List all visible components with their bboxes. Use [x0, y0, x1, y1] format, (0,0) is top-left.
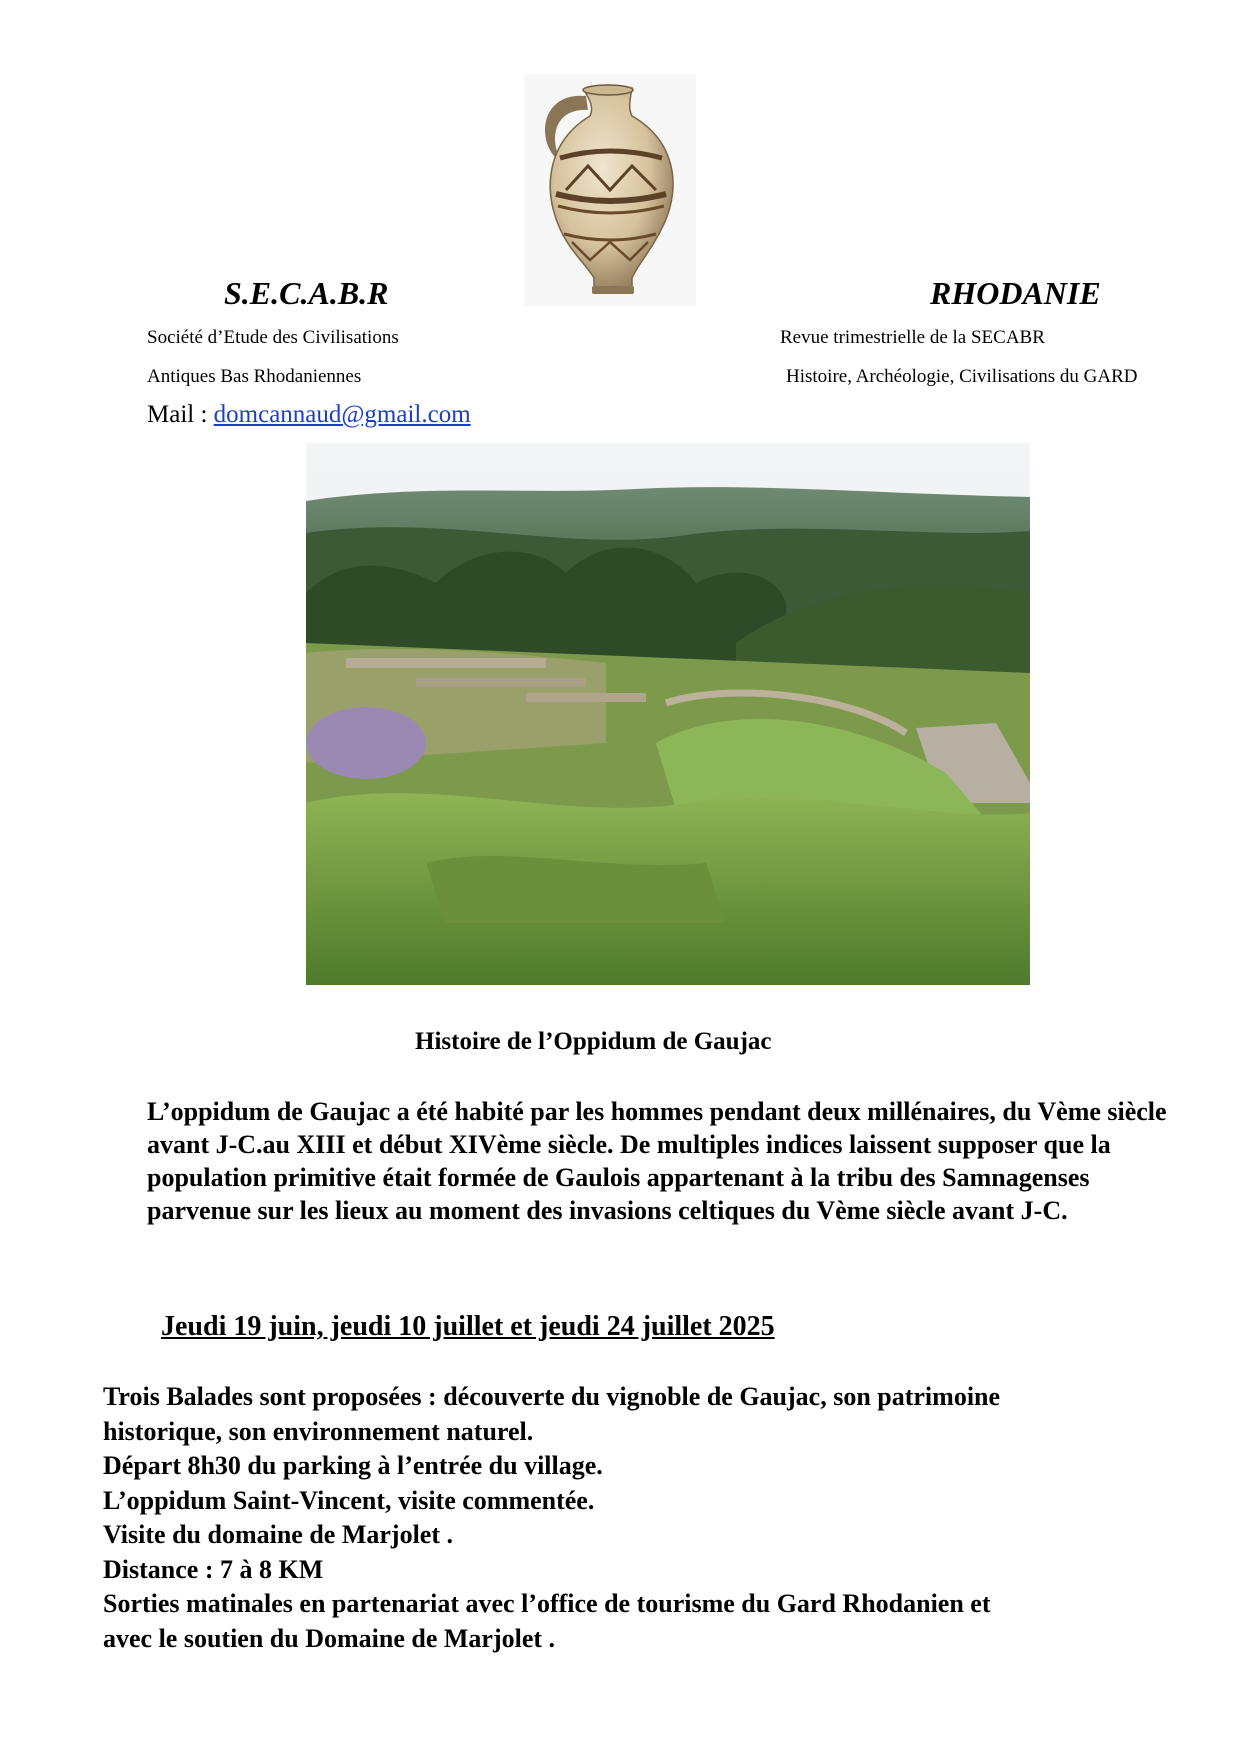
detail-line: Visite du domaine de Marjolet .	[103, 1520, 453, 1549]
detail-line: Départ 8h30 du parking à l’entrée du village.	[103, 1451, 603, 1480]
org-title: S.E.C.A.B.R	[224, 275, 389, 311]
journal-line-2: Histoire, Archéologie, Civilisations du GARD	[786, 366, 1138, 387]
journal-line-1: Revue trimestrielle de la SECABR	[780, 327, 1045, 348]
oppidum-photo	[306, 443, 1030, 985]
detail-line: Distance : 7 à 8 KM	[103, 1554, 324, 1584]
org-line-2: Antiques Bas Rhodaniennes	[147, 366, 362, 387]
event-details	[103, 1380, 1183, 1656]
detail-line: Sorties matinales en partenariat avec l’office de tourisme du Gard Rhodanien et	[103, 1589, 991, 1618]
event-dates: Jeudi 19 juin, jeudi 10 juillet et jeudi 24 juillet 2025	[161, 1311, 775, 1342]
detail-line: historique, son environnement naturel.	[103, 1416, 534, 1446]
mail-link[interactable]: domcannaud@gmail.com	[213, 401, 471, 428]
detail-line: L’oppidum Saint-Vincent, visite commentée.	[103, 1485, 595, 1515]
org-line-1: Société d’Etude des Civilisations	[147, 327, 399, 348]
detail-line: Trois Balades sont proposées : découverte du vignoble de Gaujac, son patrimoine	[103, 1382, 1001, 1411]
journal-title: RHODANIE	[930, 275, 1101, 311]
mail-line	[147, 401, 471, 429]
amphora-icon	[524, 74, 696, 306]
detail-line: avec le soutien du Domaine de Marjolet .	[103, 1623, 556, 1653]
vase-logo	[524, 74, 696, 306]
landscape-photo-icon	[306, 443, 1030, 985]
article-intro: L’oppidum de Gaujac a été habité par les hommes pendant deux millénaires, du Vème siècle avant J-C.au XIII et début XIVème siècle. De multiples indices laissent supposer que la population primitive était formée de Gaulois appartenant à la tribu des Samnagenses parvenue sur les lieux au moment des invasions celtiques du Vème siècle avant J-C.	[147, 1097, 1167, 1225]
mail-label: Mail :	[147, 401, 214, 428]
article-title: Histoire de l’Oppidum de Gaujac	[415, 1028, 772, 1055]
